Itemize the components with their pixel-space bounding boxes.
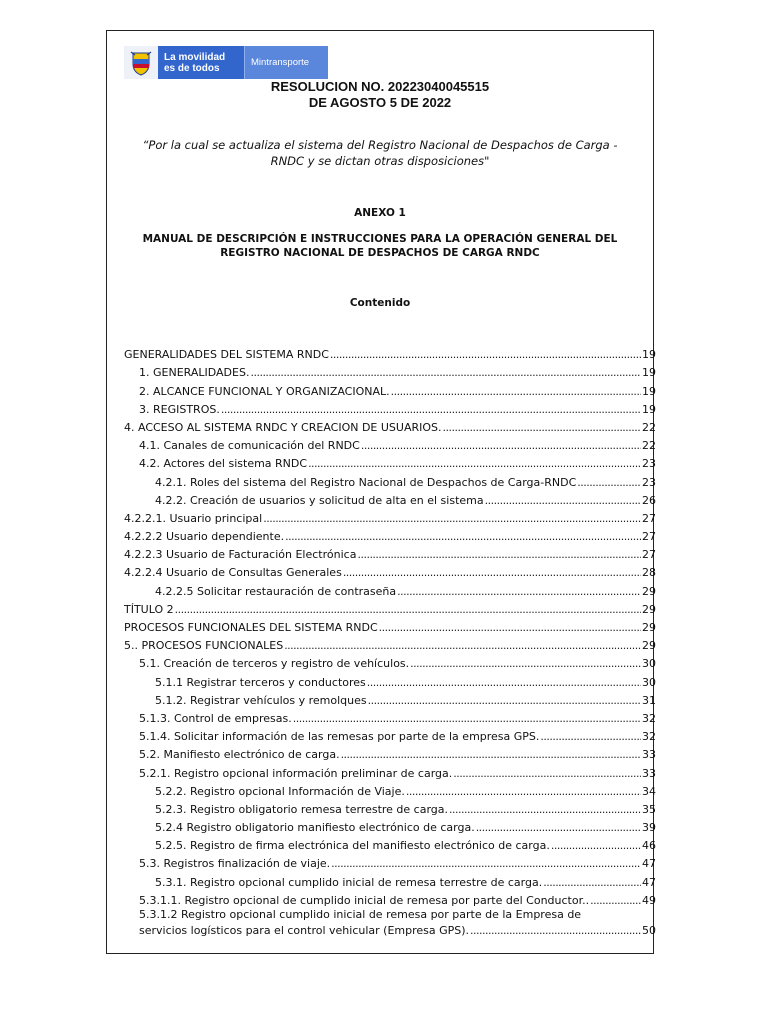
toc-entry-page: 19	[642, 384, 656, 398]
toc-dot-leader	[331, 857, 641, 870]
toc-dot-leader	[250, 366, 641, 379]
toc-entry-page: 39	[642, 821, 656, 835]
toc-entry[interactable]	[124, 434, 656, 452]
toc-entry[interactable]	[124, 707, 656, 725]
toc-entry-title: 4.2.2.1. Usuario principal	[124, 511, 263, 525]
annex-title: ANEXO 1	[354, 207, 406, 219]
toc-entry[interactable]	[124, 852, 656, 870]
toc-entry-title: 1. GENERALIDADES.	[139, 366, 250, 380]
toc-dot-leader	[175, 603, 641, 616]
toc-entry-title: 5.. PROCESOS FUNCIONALES	[124, 639, 284, 653]
toc-entry-title: PROCESOS FUNCIONALES DEL SISTEMA RNDC	[124, 621, 378, 634]
toc-entry-title: 4.2.1. Roles del sistema del Registro Nacional de Despachos de Carga-RNDC	[155, 475, 577, 489]
toc-dot-leader	[368, 694, 641, 707]
toc-entry-page: 27	[642, 530, 656, 544]
toc-entry[interactable]	[124, 689, 656, 707]
toc-entry[interactable]	[124, 616, 656, 634]
toc-dot-leader	[284, 639, 641, 652]
toc-dot-leader	[391, 385, 641, 398]
logo-brand: Mintransporte	[244, 46, 328, 79]
toc-entry-title: 5.1.1 Registrar terceros y conductores	[155, 675, 366, 689]
toc-entry[interactable]	[124, 743, 656, 761]
coat-of-arms-icon	[124, 46, 158, 79]
toc-dot-leader	[590, 894, 641, 907]
toc-entry-title: 4.2.2. Creación de usuarios y solicitud de alta en el sistema	[155, 493, 484, 507]
toc-dot-leader	[397, 585, 641, 598]
toc-entry-title: 5.1.3. Control de empresas.	[139, 711, 292, 725]
toc-dot-leader	[476, 821, 641, 834]
toc-dot-leader	[453, 767, 641, 780]
toc-entry-page: 22	[642, 420, 656, 434]
toc-entry-title: 4.2.2.4 Usuario de Consultas Generales	[124, 566, 342, 580]
toc-entry-page: 30	[642, 675, 656, 689]
toc-entry-page: 26	[642, 493, 656, 507]
toc-entry-page: 46	[642, 839, 656, 853]
toc-dot-leader	[361, 439, 641, 452]
toc-entry[interactable]	[124, 343, 656, 361]
toc-entry[interactable]	[124, 579, 656, 597]
toc-dot-leader	[443, 421, 641, 434]
toc-entry[interactable]	[124, 725, 656, 743]
toc-entry-title: 5.1.2. Registrar vehículos y remolques	[155, 693, 367, 707]
toc-entry-title: 4. ACCESO AL SISTEMA RNDC Y CREACION DE USUARIOS.	[124, 420, 442, 434]
toc-entry[interactable]	[124, 634, 656, 652]
toc-entry[interactable]	[124, 416, 656, 434]
toc-entry-title: 2. ALCANCE FUNCIONAL Y ORGANIZACIONAL.	[139, 384, 390, 398]
toc-entry-title: 5.1. Creación de terceros y registro de vehículos.	[139, 657, 410, 671]
toc-entry-title: 4.2.2.3 Usuario de Facturación Electrónica	[124, 548, 357, 562]
toc-dot-leader	[341, 748, 641, 761]
toc-entry-page: 47	[642, 857, 656, 871]
toc-entry[interactable]	[124, 816, 656, 834]
toc-entry-title: 5.2.3. Registro obligatorio remesa terrestre de carga.	[155, 802, 449, 816]
toc-entry-title: 4.2.2.2 Usuario dependiente.	[124, 530, 285, 544]
resolution-number: RESOLUCION NO. 20223040045515	[270, 79, 490, 94]
manual-title: MANUAL DE DESCRIPCIÓN E INSTRUCCIONES PARA LA OPERACIÓN GENERAL DEL REGISTRO NACIONAL DE DESPACHOS DE CARGA RNDC	[142, 233, 618, 259]
toc-dot-leader	[470, 923, 641, 938]
toc-dot-leader	[410, 657, 641, 670]
toc-entry[interactable]	[124, 379, 656, 397]
resolution-date: DE AGOSTO 5 DE 2022	[308, 95, 452, 110]
toc-entry-title-line2	[124, 922, 656, 938]
toc-dot-leader	[379, 621, 641, 634]
toc-entry-title: 5.1.4. Solicitar información de las remesas por parte de la empresa GPS.	[139, 730, 540, 744]
toc-entry[interactable]	[124, 652, 656, 670]
toc-entry-page: 32	[642, 711, 656, 725]
logo-slogan-line2: es de todos	[164, 63, 220, 74]
toc-entry-page: 29	[642, 602, 656, 616]
toc-entry-page: 19	[642, 402, 656, 416]
toc-entry-title: 4.2.2.5 Solicitar restauración de contraseña	[155, 584, 397, 598]
toc-dot-leader	[406, 785, 641, 798]
toc-entry-title: 5.2.4 Registro obligatorio manifiesto electrónico de carga.	[155, 821, 475, 835]
toc-entry[interactable]	[124, 507, 656, 525]
toc-dot-leader	[308, 457, 641, 470]
toc-entry-title: 5.2.2. Registro opcional Información de Viaje.	[155, 784, 405, 798]
toc-entry-title: 4.1. Canales de comunicación del RNDC	[139, 439, 360, 453]
toc-entry-page: 35	[642, 802, 656, 816]
toc-entry-page: 29	[642, 639, 656, 653]
toc-dot-leader	[221, 403, 641, 416]
toc-entry[interactable]	[124, 525, 656, 543]
toc-entry[interactable]	[124, 834, 656, 852]
logo-slogan	[158, 46, 244, 79]
toc-entry-title: 5.2.1. Registro opcional información preliminar de carga.	[139, 766, 453, 780]
mintransporte-logo	[124, 46, 328, 79]
toc-entry-page: 19	[642, 348, 656, 362]
toc-entry[interactable]	[124, 398, 656, 416]
toc-entry-title: 5.3. Registros finalización de viaje.	[139, 857, 331, 871]
toc-dot-leader	[367, 676, 641, 689]
toc-entry-title: TÍTULO 2	[124, 602, 174, 616]
toc-dot-leader	[449, 803, 641, 816]
toc-dot-leader	[485, 494, 641, 507]
toc-dot-leader	[577, 476, 641, 489]
toc-entry[interactable]	[124, 907, 656, 943]
toc-entry-title: servicios logísticos para el control vehicular (Empresa GPS).	[139, 923, 470, 937]
toc-entry[interactable]	[124, 561, 656, 579]
toc-entry-page: 32	[642, 730, 656, 744]
toc-entry[interactable]	[124, 670, 656, 688]
toc-dot-leader	[285, 530, 641, 543]
toc-entry[interactable]	[124, 543, 656, 561]
toc-entry-page: 23	[642, 475, 656, 489]
toc-dot-leader	[540, 730, 641, 743]
toc-entry[interactable]	[124, 470, 656, 488]
toc-entry-page: 23	[642, 457, 656, 471]
table-of-contents	[124, 343, 656, 943]
toc-entry[interactable]	[124, 598, 656, 616]
toc-entry-page: 47	[642, 875, 656, 889]
toc-entry[interactable]	[124, 361, 656, 379]
toc-entry-title: 4.2. Actores del sistema RNDC	[139, 457, 308, 471]
toc-entry[interactable]	[124, 889, 656, 907]
toc-dot-leader	[330, 348, 641, 361]
contents-heading: Contenido	[349, 297, 411, 309]
toc-entry-page: 22	[642, 439, 656, 453]
toc-entry[interactable]	[124, 489, 656, 507]
toc-entry-page: 50	[642, 923, 656, 937]
toc-entry-title: 5.2. Manifiesto electrónico de carga.	[139, 748, 340, 762]
toc-dot-leader	[263, 512, 641, 525]
toc-entry-page: 30	[642, 657, 656, 671]
toc-dot-leader	[293, 712, 641, 725]
toc-entry-page: 31	[642, 693, 656, 707]
toc-entry-page: 29	[642, 621, 656, 634]
toc-entry-title-line1: 5.3.1.2 Registro opcional cumplido inicial de remesa por parte de la Empresa de	[139, 907, 582, 921]
toc-entry-page: 34	[642, 784, 656, 798]
toc-dot-leader	[551, 839, 641, 852]
toc-entry-title: 5.3.1. Registro opcional cumplido inicial de remesa terrestre de carga.	[155, 875, 543, 889]
toc-entry-title: 3. REGISTROS.	[139, 402, 220, 416]
toc-entry[interactable]	[124, 761, 656, 779]
toc-entry-page: 33	[642, 748, 656, 762]
logo-slogan-line1: La movilidad	[164, 52, 226, 63]
toc-entry-page: 27	[642, 548, 656, 562]
toc-entry-page: 19	[642, 366, 656, 380]
toc-dot-leader	[357, 548, 641, 561]
toc-entry-page: 49	[642, 893, 656, 907]
toc-entry[interactable]	[124, 870, 656, 888]
toc-entry-title: 5.2.5. Registro de firma electrónica del manifiesto electrónico de carga.	[155, 839, 550, 853]
toc-entry[interactable]	[124, 780, 656, 798]
resolution-quote: “Por la cual se actualiza el sistema del Registro Nacional de Despachos de Carga - RNDC y se dictan otras disposiciones"	[142, 138, 618, 168]
toc-entry[interactable]	[124, 452, 656, 470]
toc-entry-page: 29	[642, 584, 656, 598]
toc-entry[interactable]	[124, 798, 656, 816]
toc-entry-page: 27	[642, 511, 656, 525]
toc-entry-page: 28	[642, 566, 656, 580]
toc-entry-title: GENERALIDADES DEL SISTEMA RNDC	[124, 348, 329, 362]
toc-dot-leader	[343, 566, 641, 579]
toc-entry-title: 5.3.1.1. Registro opcional de cumplido inicial de remesa por parte del Conductor..	[139, 893, 590, 907]
toc-entry-page: 33	[642, 766, 656, 780]
toc-dot-leader	[543, 876, 641, 889]
